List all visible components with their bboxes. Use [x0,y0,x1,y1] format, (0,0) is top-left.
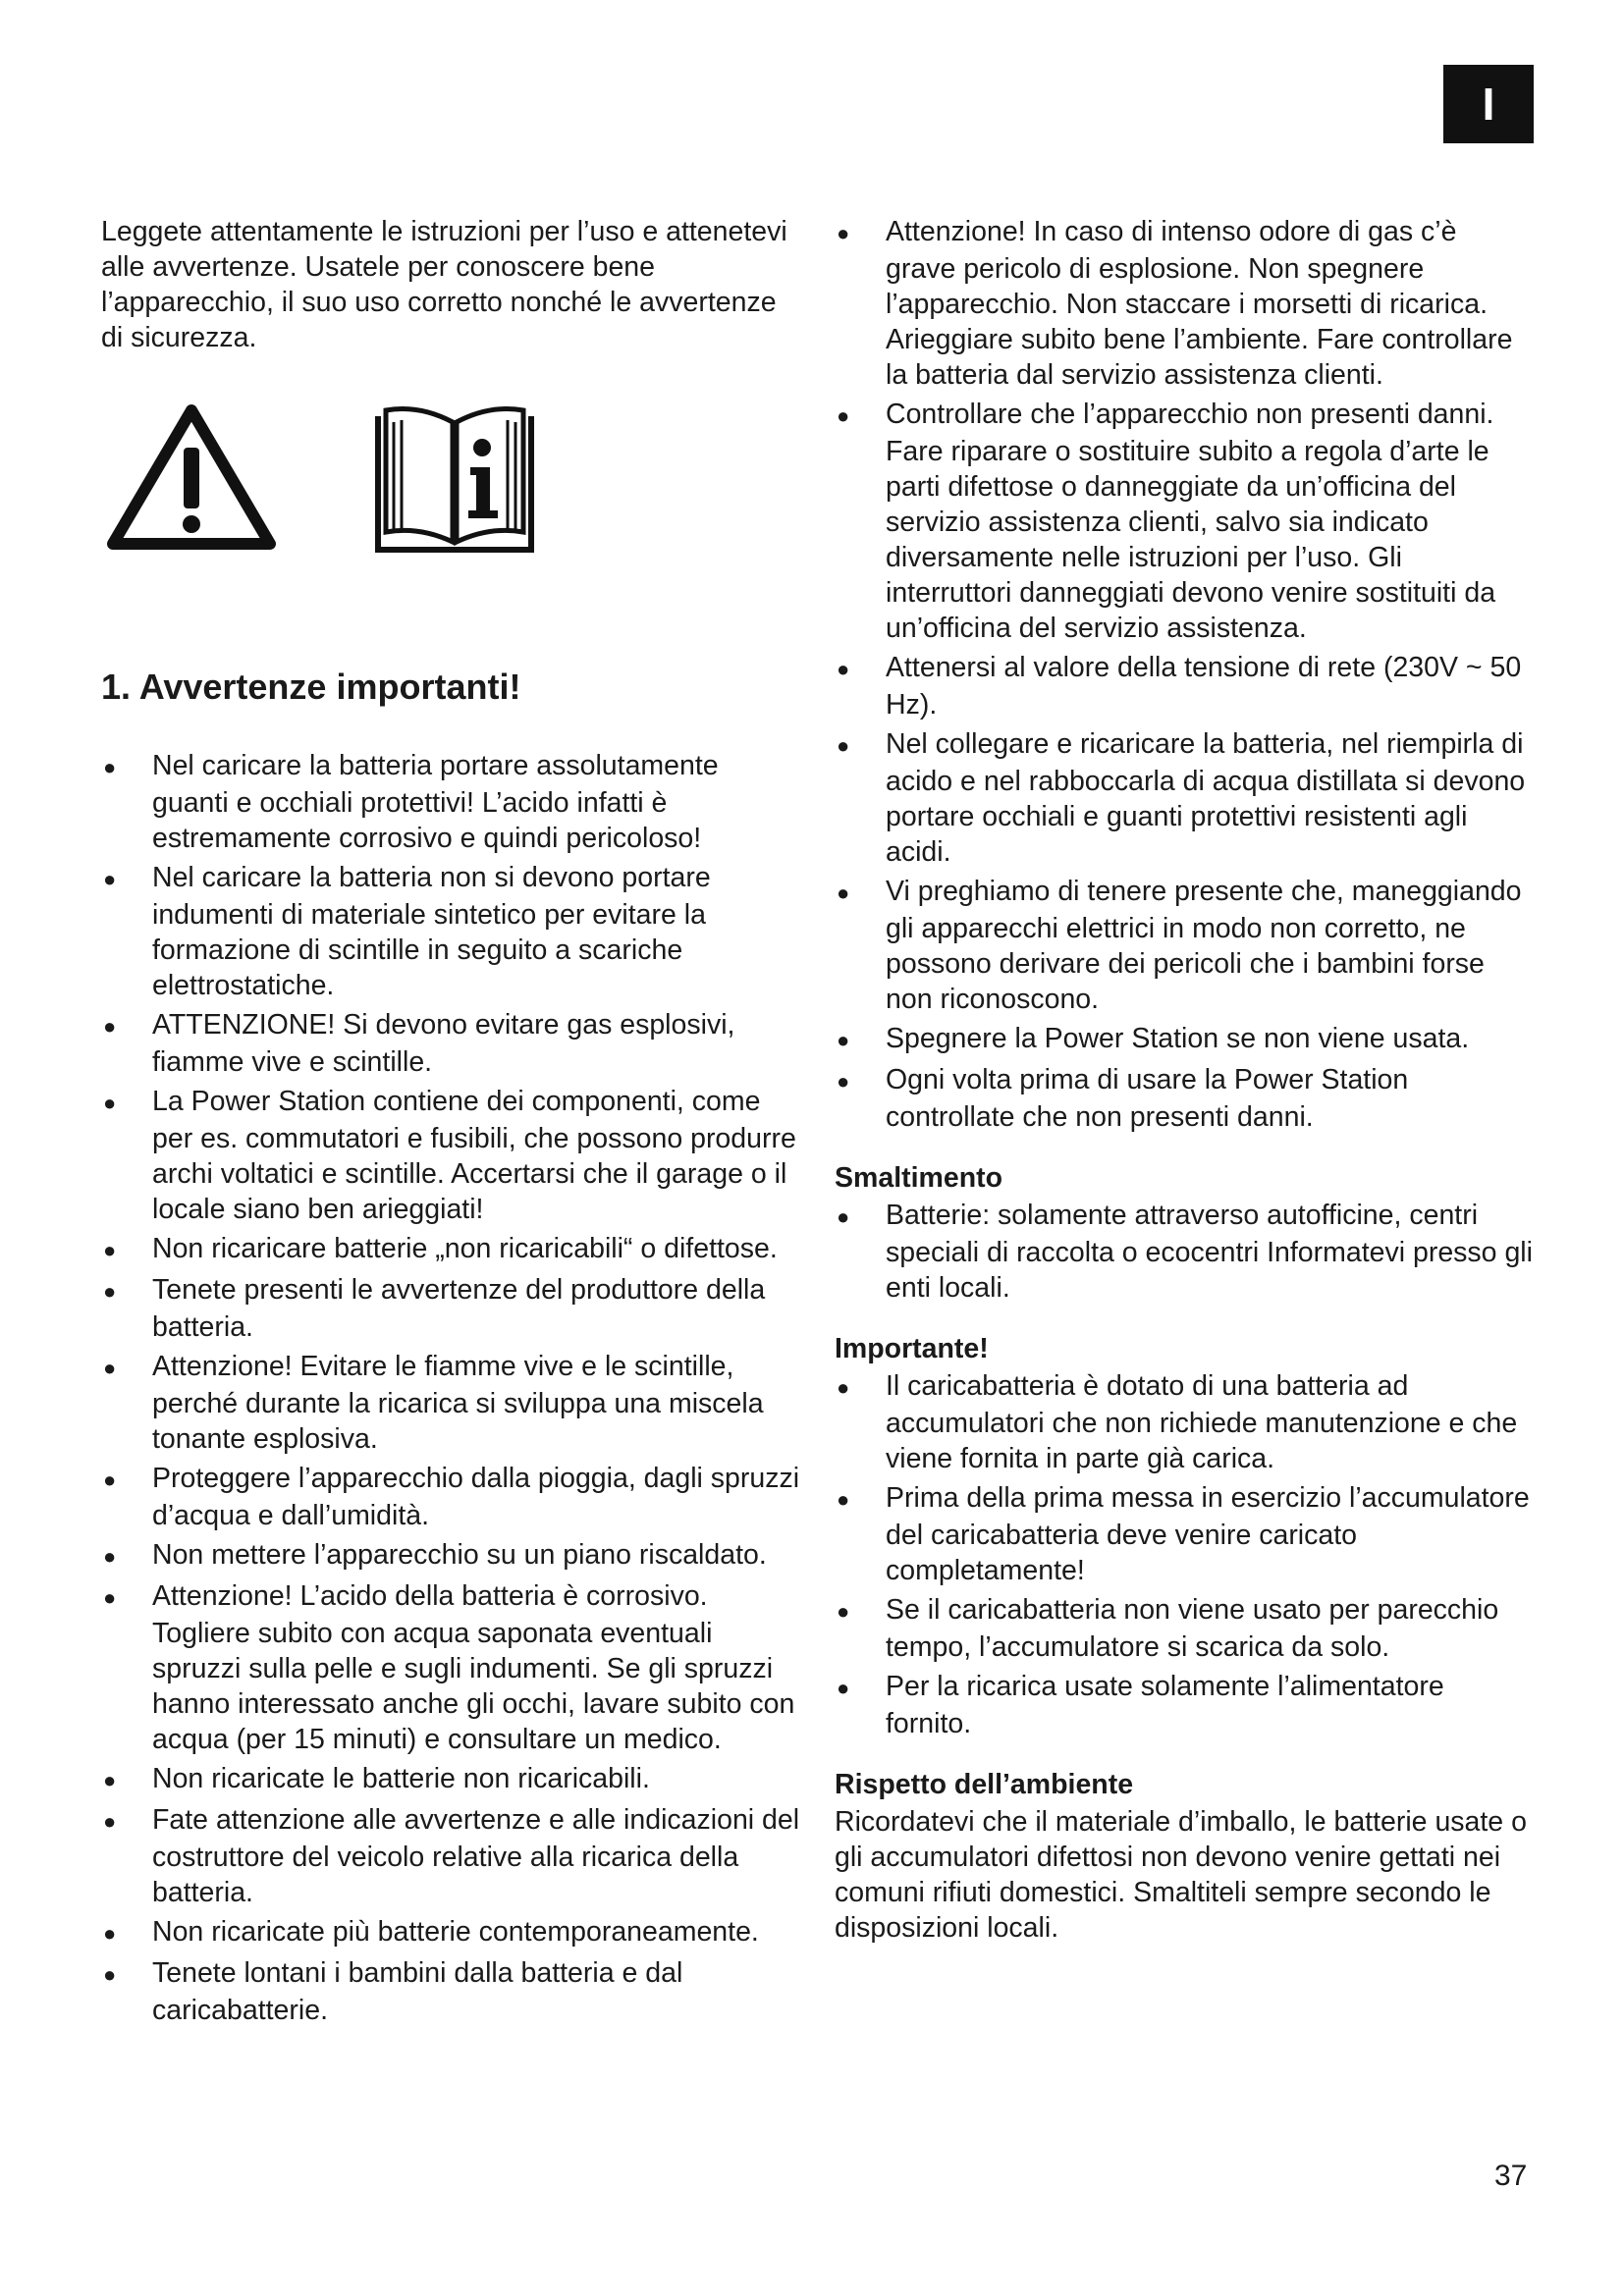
list-item: ●Nel collegare e ricaricare la batteria, nel riempirla di acido e nel rabboccarla di acqua distillata si devono portare occhiali e guanti protettivi resistenti agli acidi. [835,726,1534,870]
list-item: ●Vi preghiamo di tenere presente che, maneggiando gli apparecchi elettrici in modo non corretto, ne possono derivare dei pericoli che i bambini forse non riconoscono. [835,874,1534,1017]
environment-paragraph: Ricordatevi che il materiale d’imballo, le batterie usate o gli accumulatori difettosi non devono venire gettati nei comuni rifiuti domestici. Smaltiteli sempre secondo le disposizioni locali. [835,1806,1527,1944]
section-title: 1. Avvertenze importanti! [101,667,521,707]
list-item: ●La Power Station contiene dei componenti, come per es. commutatori e fusibili, che possono produrre archi voltatici e scintille. Accertarsi che il garage o il locale siano ben arieggiati! [101,1084,800,1227]
left-bullet-list [101,748,800,2028]
safety-icons [101,402,800,648]
list-item: ●Ogni volta prima di usare la Power Station controllate che non presenti danni. [835,1062,1534,1135]
list-item: ●Attenersi al valore della tensione di rete (230V ~ 50 Hz). [835,650,1534,722]
list-item: ●Non mettere l’apparecchio su un piano riscaldato. [101,1537,800,1575]
list-item: ●Non ricaricare batterie „non ricaricabili“ o difettose. [101,1231,800,1268]
list-item: ●Per la ricarica usate solamente l’alimentatore fornito. [835,1669,1534,1741]
list-item: ●Fate attenzione alle avvertenze e alle indicazioni del costruttore del veicolo relative alla ricarica della batteria. [101,1802,800,1910]
list-item: ●Prima della prima messa in esercizio l’accumulatore del caricabatteria deve venire caricato completamente! [835,1480,1534,1588]
disposal-list [835,1198,1534,1306]
list-item: ●Spegnere la Power Station se non viene usata. [835,1021,1534,1058]
right-bullet-list [835,214,1534,1135]
list-item: ●Proteggere l’apparecchio dalla pioggia, dagli spruzzi d’acqua e dall’umidità. [101,1461,800,1533]
info-manual-icon [368,402,541,554]
left-column [101,214,800,2032]
list-item: ●Se il caricabatteria non viene usato per parecchio tempo, l’accumulatore si scarica da solo. [835,1592,1534,1665]
list-item: ●Non ricaricate più batterie contemporaneamente. [101,1914,800,1951]
list-item: ●Tenete presenti le avvertenze del produttore della batteria. [101,1272,800,1345]
list-item: ●Non ricaricate le batterie non ricaricabili. [101,1761,800,1798]
list-item: ●ATTENZIONE! Si devono evitare gas esplosivi, fiamme vive e scintille. [101,1007,800,1080]
important-list [835,1368,1534,1741]
disposal-heading: Smaltimento [835,1162,1003,1194]
list-item: ●Attenzione! L’acido della batteria è corrosivo. Togliere subito con acqua saponata eventuali spruzzi sulla pelle e sugli indumenti. Se gli spruzzi hanno interessato anche gli occhi, lavare subito con acqua (per 15 minuti) e consultare un medico. [101,1578,800,1757]
list-item: ●Tenete lontani i bambini dalla batteria e dal caricabatterie. [101,1955,800,2028]
page-number: 37 [1494,2160,1528,2192]
list-item: ●Attenzione! In caso di intenso odore di gas c’è grave pericolo di esplosione. Non spegnere l’apparecchio. Non staccare i morsetti di ricarica. Arieggiare subito bene l’ambiente. Fare controllare la batteria dal servizio assistenza clienti. [835,214,1534,393]
list-item: ●Il caricabatteria è dotato di una batteria ad accumulatori che non richiede manutenzione e che viene fornita in parte già carica. [835,1368,1534,1476]
list-item: ●Batterie: solamente attraverso autofficine, centri speciali di raccolta o ecocentri Informatevi presso gli enti locali. [835,1198,1534,1306]
important-heading: Importante! [835,1333,989,1364]
intro-paragraph: Leggete attentamente le istruzioni per l’uso e attenetevi alle avvertenze. Usatele per conoscere bene l’apparecchio, il suo uso corretto nonché le avvertenze di sicurezza. [101,216,787,353]
language-tab: I [1443,65,1534,143]
right-column [835,214,1534,1946]
warning-triangle-icon [107,402,276,552]
list-item: ●Nel caricare la batteria non si devono portare indumenti di materiale sintetico per evitare la formazione di scintille in seguito a scariche elettrostatiche. [101,860,800,1003]
list-item: ●Nel caricare la batteria portare assolutamente guanti e occhiali protettivi! L’acido infatti è estremamente corrosivo e quindi pericoloso! [101,748,800,856]
list-item: ●Attenzione! Evitare le fiamme vive e le scintille, perché durante la ricarica si sviluppa una miscela tonante esplosiva. [101,1349,800,1457]
list-item: ●Controllare che l’apparecchio non presenti danni. Fare riparare o sostituire subito a regola d’arte le parti difettose o danneggiate da un’officina del servizio assistenza clienti, salvo sia indicato diversamente nelle istruzioni per l’uso. Gli interruttori danneggiati devono venire sostituiti da un’officina del servizio assistenza. [835,397,1534,646]
environment-heading: Rispetto dell’ambiente [835,1769,1134,1800]
